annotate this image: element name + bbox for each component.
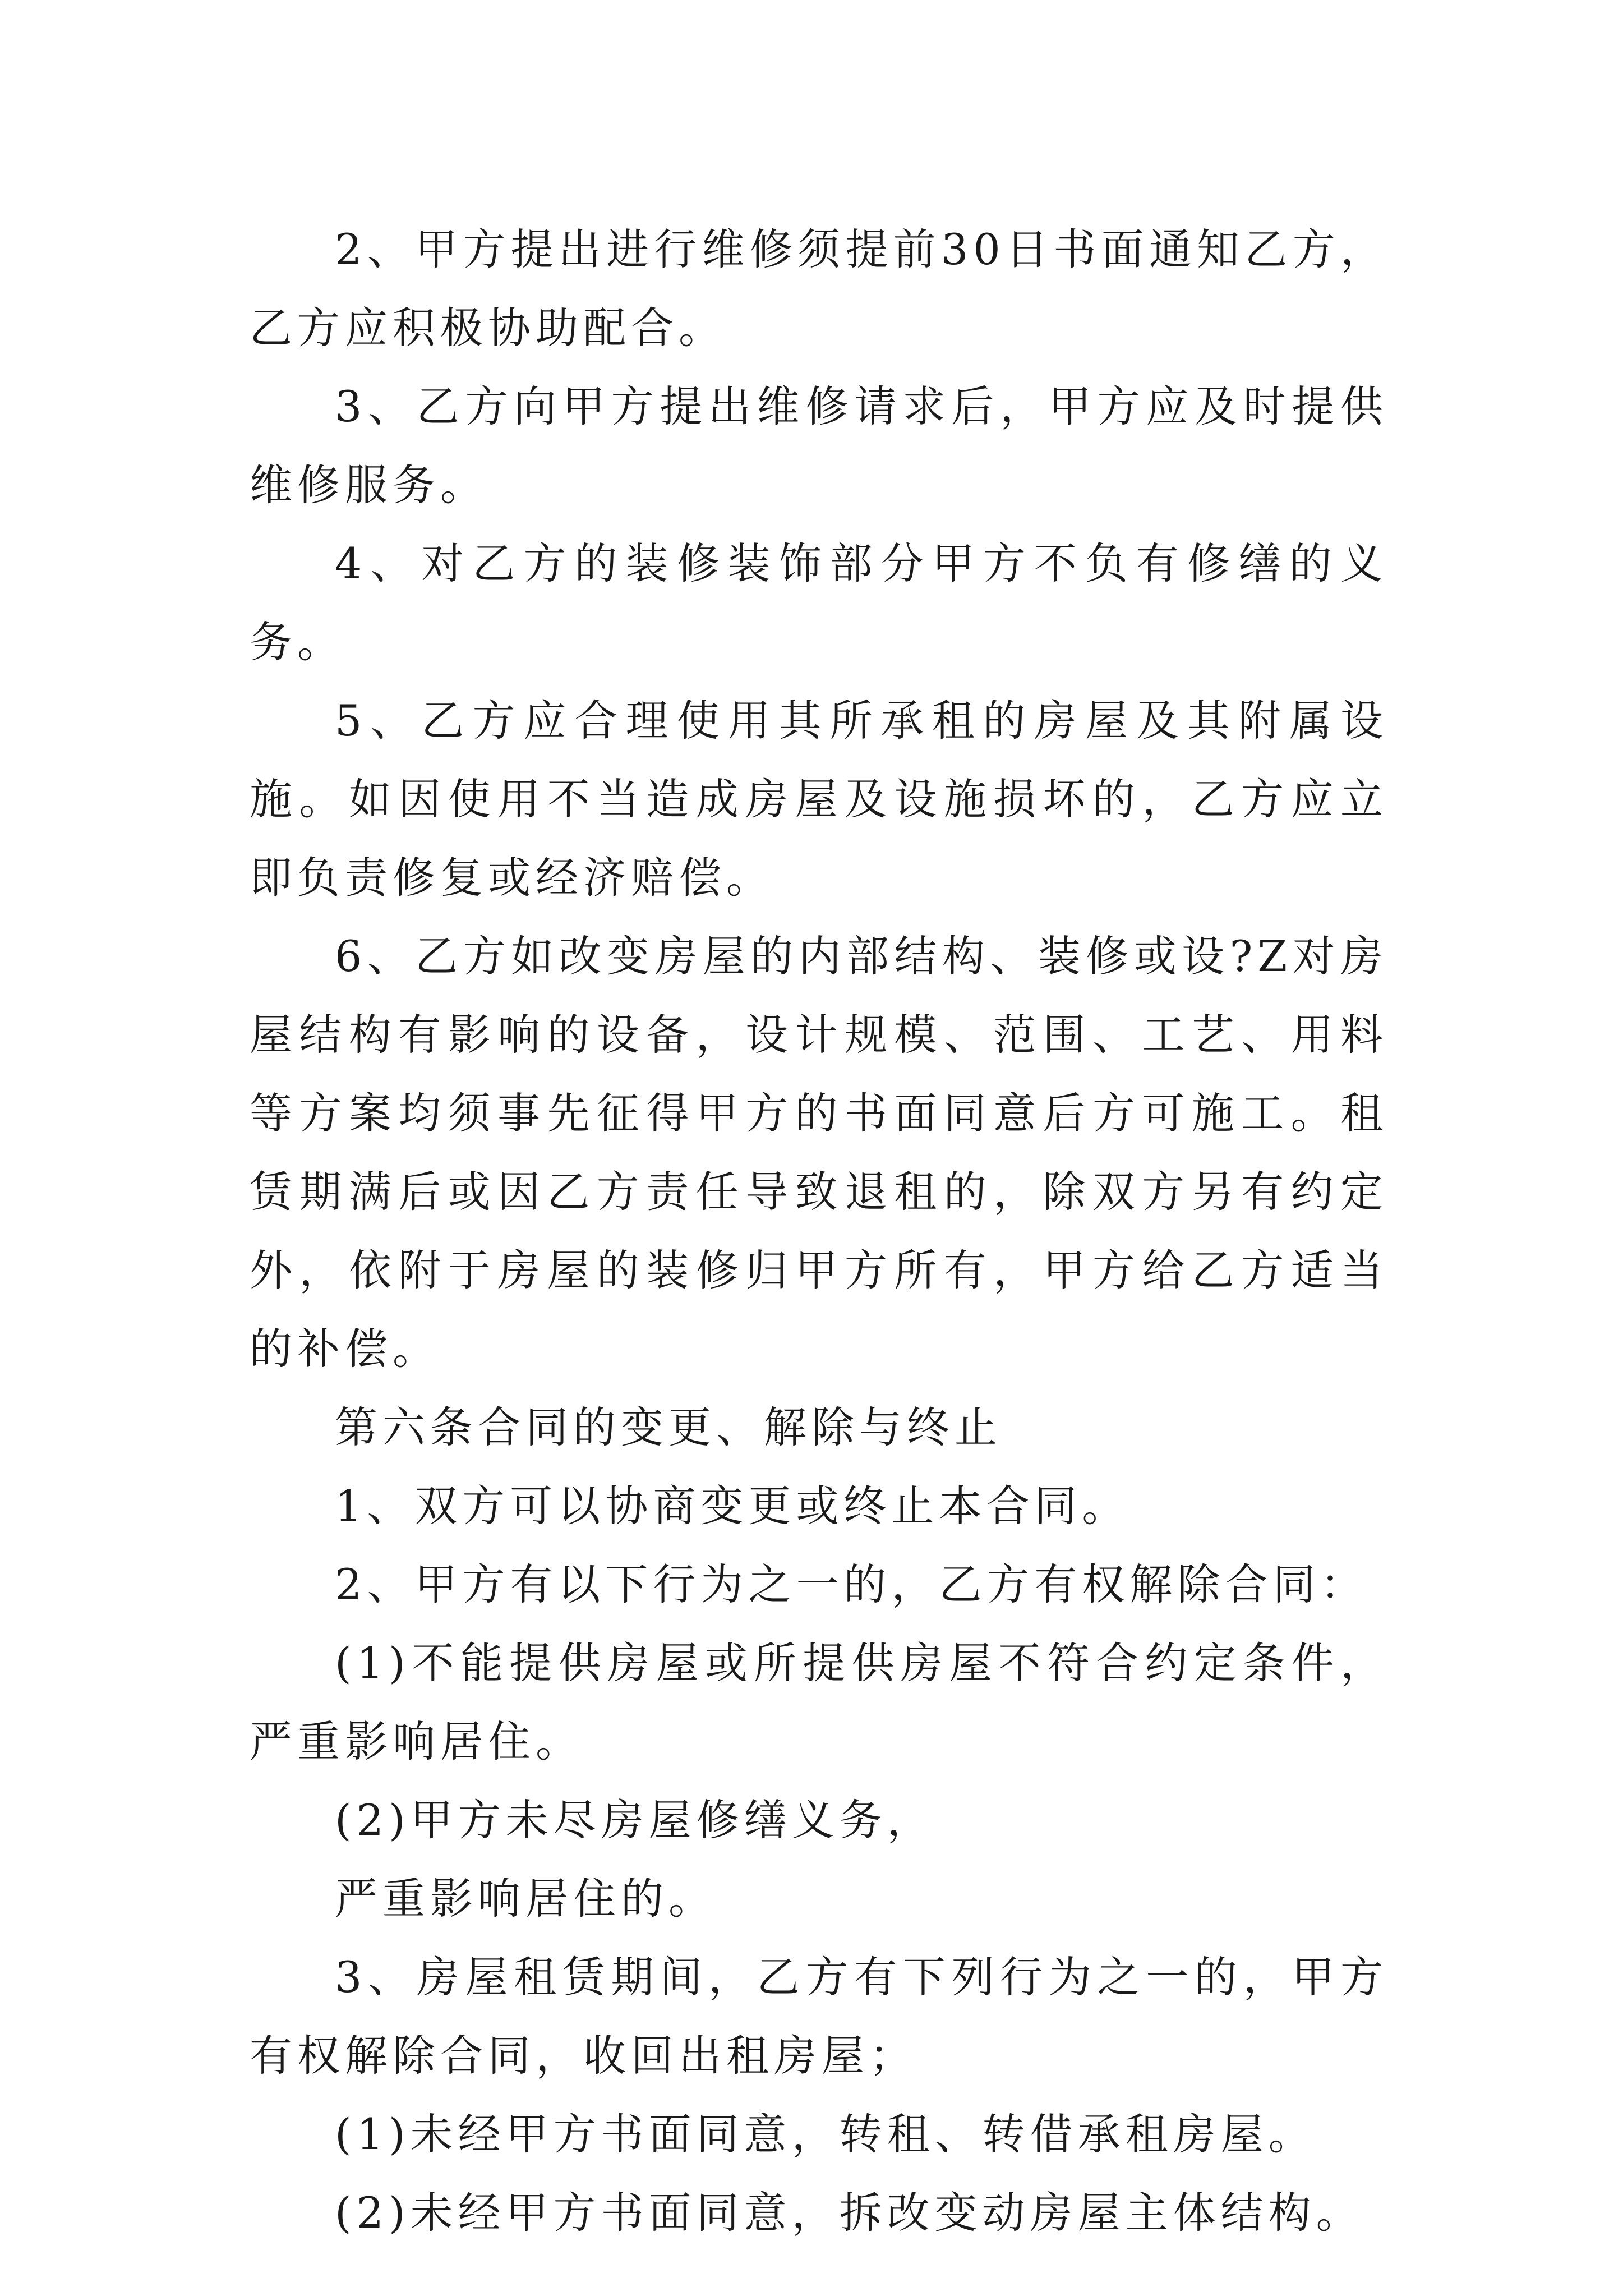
clause-4-decoration: 4、对乙方的装修装饰部分甲方不负有修缮的义务。 <box>250 539 1388 667</box>
article-6-clause-2-item-1: (1)不能提供房屋或所提供房屋不符合约定条件，严重影响居住。 <box>250 1638 1388 1766</box>
article-6-clause-1: 1、双方可以协商变更或终止本合同。 <box>335 1481 1130 1531</box>
article-6-clause-2-item-2-cont: 严重影响居住的。 <box>335 1874 716 1924</box>
article-6-clause-3-item-1: (1)未经甲方书面同意，转租、转借承租房屋。 <box>335 2109 1316 2159</box>
article-6-clause-2: 2、甲方有以下行为之一的，乙方有权解除合同： <box>335 1559 1368 1609</box>
document-page <box>250 210 1388 2252</box>
article-6-clause-3-item-2: (2)未经甲方书面同意，拆改变动房屋主体结构。 <box>335 2188 1364 2238</box>
clause-6-structure-change: 6、乙方如改变房屋的内部结构、装修或设?Z对房屋结构有影响的设备，设计规模、范围、工艺、用料等方案均须事先征得甲方的书面同意后方可施工。租赁期满后或因乙方责任导致退租的，除双方另有约定外，依附于房屋的装修归甲方所有，甲方给乙方适当的补偿。 <box>250 931 1388 1374</box>
clause-5-proper-use: 5、乙方应合理使用其所承租的房屋及其附属设施。如因使用不当造成房屋及设施损坏的，乙方应立即负责修复或经济赔偿。 <box>250 696 1388 903</box>
article-6-heading: 第六条合同的变更、解除与终止 <box>335 1402 1002 1452</box>
article-6-clause-3: 3、房屋租赁期间，乙方有下列行为之一的，甲方有权解除合同，收回出租房屋； <box>250 1952 1388 2081</box>
article-6-clause-2-item-2: (2)甲方未尽房屋修缮义务， <box>335 1795 935 1845</box>
clause-2-maintenance-notice: 2、甲方提出进行维修须提前30日书面通知乙方，乙方应积极协助配合。 <box>250 224 1388 353</box>
clause-3-repair-request: 3、乙方向甲方提出维修请求后，甲方应及时提供维修服务。 <box>250 381 1388 510</box>
